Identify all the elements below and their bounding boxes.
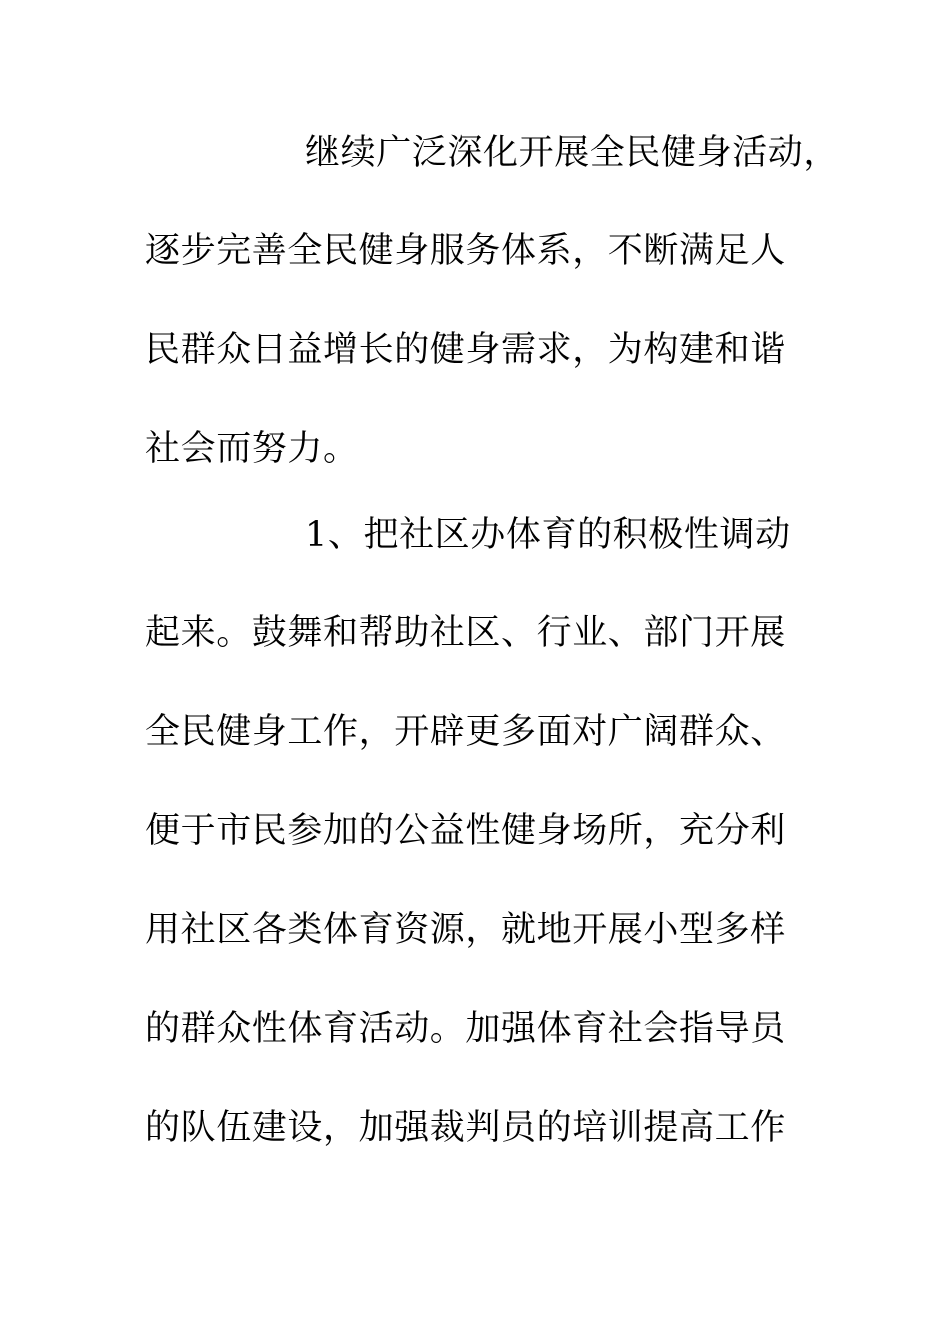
paragraph-1-line-2: 逐步完善全民健身服务体系，不断满足人 <box>145 231 786 271</box>
paragraph-2-line-4: 便于市民参加的公益性健身场所，充分利 <box>145 811 786 851</box>
paragraph-1-line-3: 民群众日益增长的健身需求，为构建和谐 <box>145 330 786 370</box>
paragraph-2-line-5: 用社区各类体育资源，就地开展小型多样 <box>145 910 786 950</box>
paragraph-1-line-4: 社会而努力。 <box>145 429 359 469</box>
paragraph-2-line-7: 的队伍建设，加强裁判员的培训提高工作 <box>145 1108 786 1148</box>
paragraph-2-line-3: 全民健身工作，开辟更多面对广阔群众、 <box>145 712 786 752</box>
paragraph-2-line-6: 的群众性体育活动。加强体育社会指导员 <box>145 1009 786 1049</box>
paragraph-2-line-1: 1、把社区办体育的积极性调动 <box>305 515 791 555</box>
paragraph-1-line-1: 继续广泛深化开展全民健身活动， <box>305 133 840 173</box>
paragraph-2-line-2: 起来。鼓舞和帮助社区、行业、部门开展 <box>145 613 786 653</box>
